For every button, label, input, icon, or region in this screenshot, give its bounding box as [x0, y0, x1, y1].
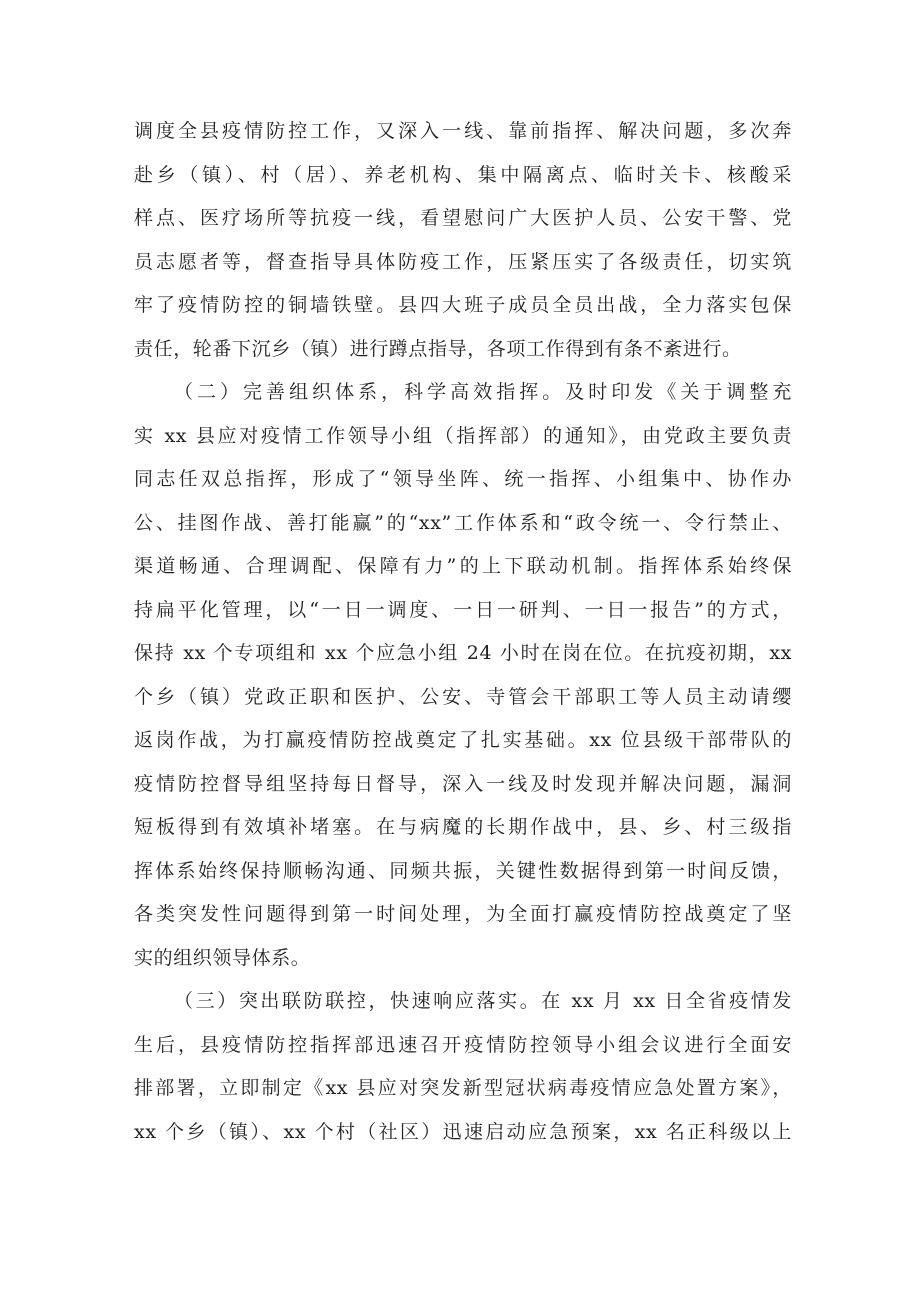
text-line: 员志愿者等，督查指导具体防疫工作，压紧压实了各级责任，切实筑 — [134, 250, 792, 273]
text-line: 公、挂图作战、善打能赢”的“xx”工作体系和“政令统一、令行禁止、 — [134, 511, 792, 534]
text-line: 责任，轮番下沉乡（镇）进行蹲点指导，各项工作得到有条不紊进行。 — [134, 337, 742, 360]
text-line: 渠道畅通、合理调配、保障有力”的上下联动机制。指挥体系始终保 — [134, 555, 792, 577]
text-line: （三）突出联防联控，快速响应落实。在 xx 月 xx 日全省疫情发 — [174, 990, 792, 1012]
text-line: 赴乡（镇）、村（居）、养老机构、集中隔离点、临时关卡、核酸采 — [134, 163, 792, 186]
paragraph-3 — [134, 980, 792, 1154]
paragraph-1 — [134, 110, 792, 371]
text-line: xx 个乡（镇）、xx 个村（社区）迅速启动应急预案，xx 名正科级以上 — [134, 1120, 792, 1143]
text-line: 牢了疫情防控的铜墙铁壁。县四大班子成员全员出战，全力落实包保 — [134, 294, 792, 316]
text-line: 生后，县疫情防控指挥部迅速召开疫情防控领导小组会议进行全面安 — [134, 1033, 792, 1056]
text-line: 同志任双总指挥，形成了“领导坐阵、统一指挥、小组集中、协作办 — [134, 468, 792, 490]
text-line: 疫情防控督导组坚持每日督导，深入一线及时发现并解决问题，漏洞 — [134, 772, 792, 795]
text-line: 样点、医疗场所等抗疫一线，看望慰问广大医护人员、公安干警、党 — [134, 207, 792, 229]
text-line: 短板得到有效填补堵塞。在与病魔的长期作战中，县、乡、村三级指 — [134, 816, 792, 838]
text-line: 排部署，立即制定《xx 县应对突发新型冠状病毒疫情应急处置方案》， — [134, 1077, 792, 1099]
paragraph-2 — [134, 371, 792, 980]
text-line: 挥体系始终保持顺畅沟通、同频共振，关键性数据得到第一时间反馈， — [134, 859, 792, 882]
text-line: 保持 xx 个专项组和 xx 个应急小组 24 小时在岗在位。在抗疫初期，xx — [134, 642, 792, 664]
text-line: 实 xx 县应对疫情工作领导小组（指挥部）的通知》，由党政主要负责 — [134, 424, 792, 447]
text-line: 返岗作战，为打赢疫情防控战奠定了扎实基础。xx 位县级干部带队的 — [134, 729, 792, 751]
text-line: 持扁平化管理，以“一日一调度、一日一研判、一日一报告”的方式， — [134, 598, 792, 621]
text-line: 实的组织领导体系。 — [134, 946, 311, 969]
text-line: （二）完善组织体系，科学高效指挥。及时印发《关于调整充 — [174, 381, 792, 403]
body-text — [134, 110, 792, 1154]
text-line: 调度全县疫情防控工作，又深入一线、靠前指挥、解决问题，多次奔 — [134, 120, 792, 142]
text-line: 各类突发性问题得到第一时间处理，为全面打赢疫情防控战奠定了坚 — [134, 903, 792, 925]
text-line: 个乡（镇）党政正职和医护、公安、寺管会干部职工等人员主动请缨 — [134, 685, 792, 708]
